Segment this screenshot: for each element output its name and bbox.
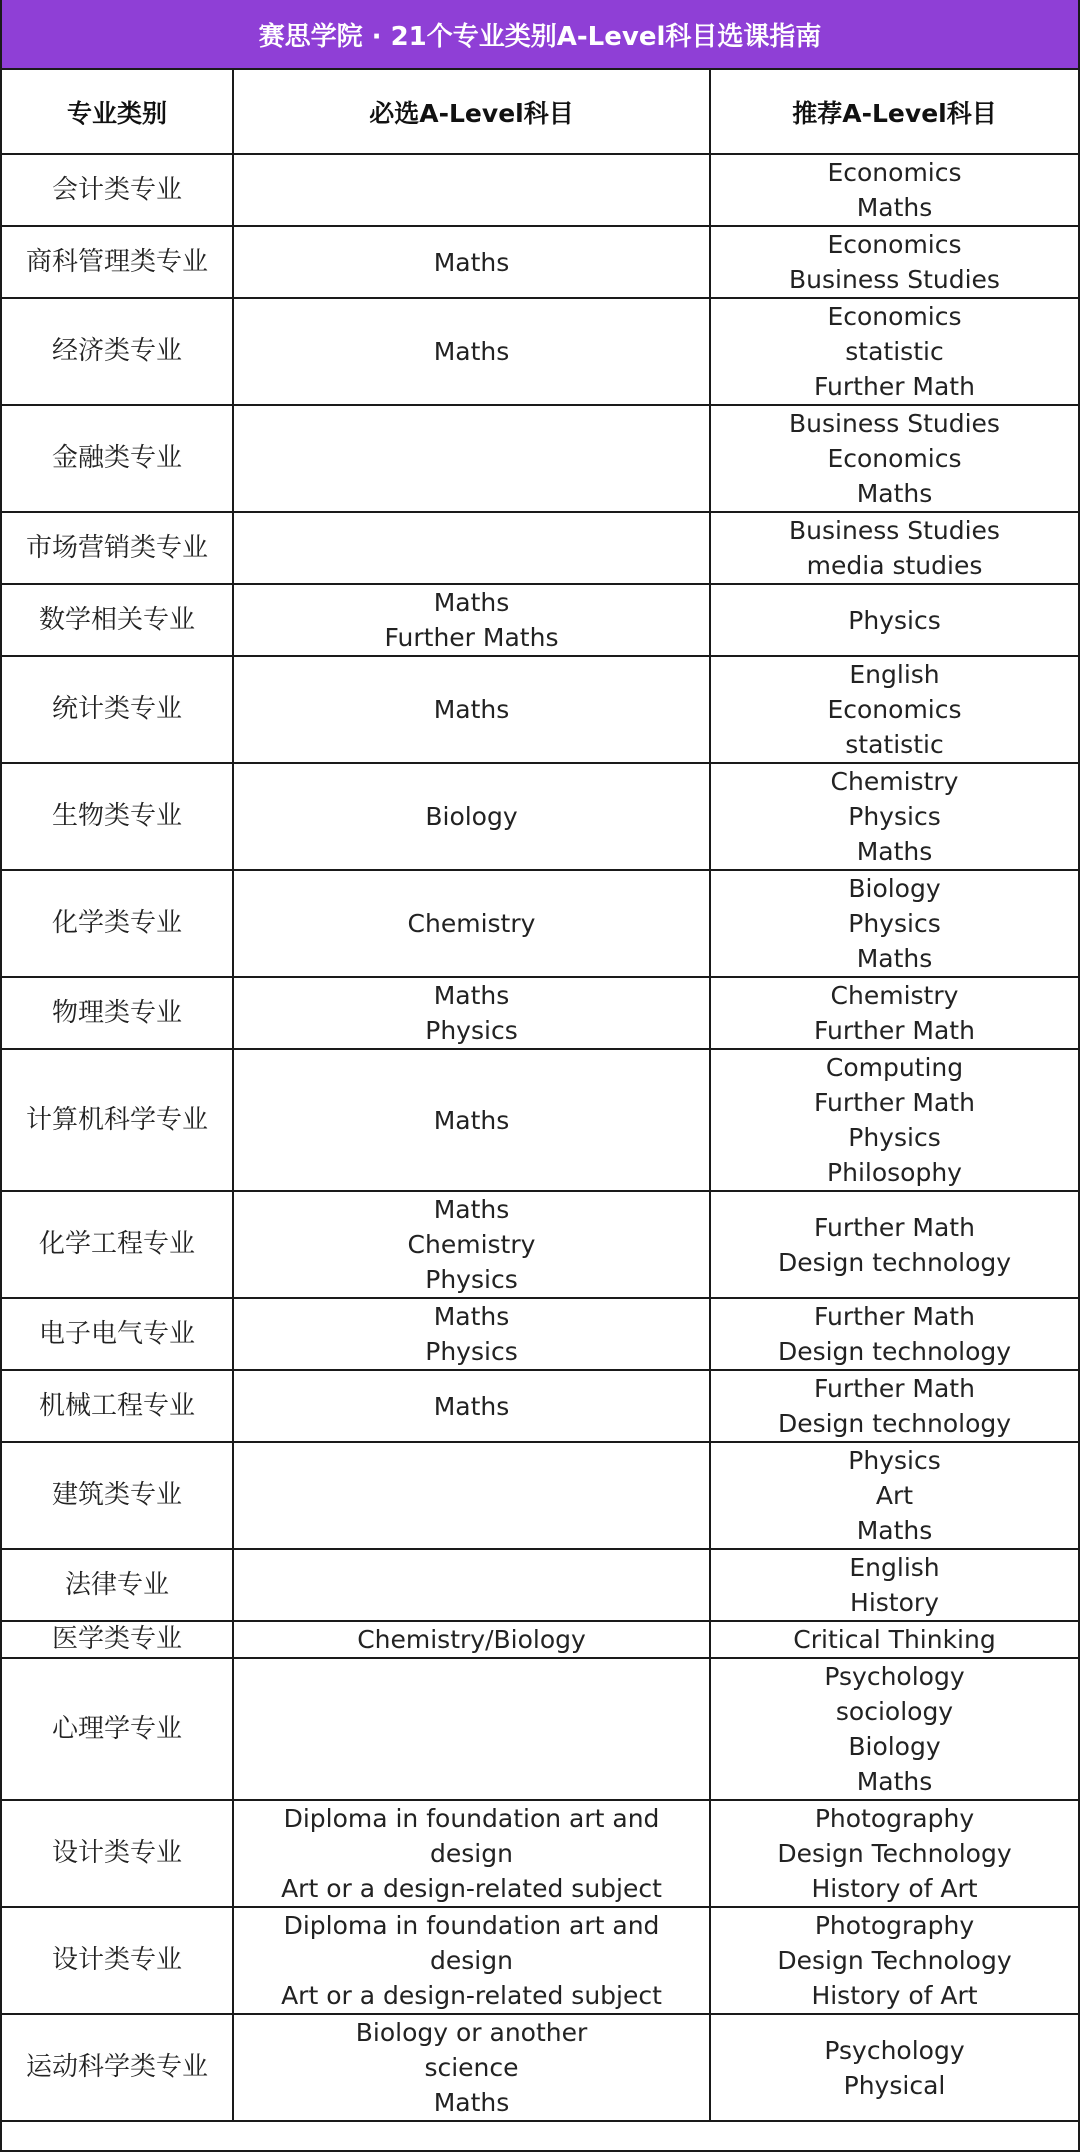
recommended-subject: media studies	[806, 551, 983, 580]
recommended-subject: statistic	[845, 730, 944, 759]
table-row	[2, 226, 1078, 298]
table-row	[2, 1621, 1078, 1658]
required-cell	[233, 1298, 710, 1370]
recommended-cell	[710, 656, 1078, 763]
required-subject: Maths	[433, 247, 510, 277]
recommended-cell	[710, 1049, 1078, 1191]
required-cell	[233, 870, 710, 977]
required-cell	[233, 1549, 710, 1621]
recommended-subject: Business Studies	[789, 409, 1000, 438]
recommended-subject: Physics	[848, 605, 941, 635]
recommended-subject: Maths	[856, 944, 933, 973]
recommended-subject: Design Technology	[777, 1839, 1012, 1868]
recommended-subject: Chemistry	[830, 981, 959, 1010]
major-cell: 运动科学类专业	[2, 2014, 233, 2121]
header-row	[2, 70, 1078, 154]
major-cell: 统计类专业	[2, 656, 233, 763]
required-cell	[233, 1191, 710, 1298]
recommended-subject: Economics	[827, 302, 962, 331]
recommended-subject: English	[849, 1553, 940, 1582]
recommended-subject: Photography	[814, 1911, 975, 1940]
recommended-subject: Further Math	[814, 1088, 975, 1117]
recommended-subject: Art	[875, 1481, 914, 1510]
required-subject: Physics	[425, 1016, 518, 1045]
recommended-cell	[710, 977, 1078, 1049]
required-subject: Art or a design-related subject	[281, 1981, 662, 2010]
major-cell: 医学类专业	[2, 1621, 233, 1658]
required-subject: Art or a design-related subject	[281, 1874, 662, 1903]
required-subject: Diploma in foundation art and design	[283, 1911, 660, 1975]
major-cell: 物理类专业	[2, 977, 233, 1049]
recommended-subject: Further Math	[814, 1212, 975, 1242]
major-cell: 化学工程专业	[2, 1191, 233, 1298]
table-row	[2, 1549, 1078, 1621]
required-subject: Maths	[433, 1105, 510, 1135]
table-row	[2, 977, 1078, 1049]
required-subject: Maths	[433, 1302, 510, 1331]
table-row	[2, 1191, 1078, 1298]
required-subject: Physics	[425, 1337, 518, 1366]
required-cell	[233, 1370, 710, 1442]
table-row	[2, 1907, 1078, 2014]
required-cell	[233, 763, 710, 870]
major-cell: 化学类专业	[2, 870, 233, 977]
recommended-subject: Physical	[843, 2070, 946, 2100]
major-cell: 商科管理类专业	[2, 226, 233, 298]
recommended-cell	[710, 763, 1078, 870]
recommended-subject: History of Art	[811, 1874, 978, 1903]
recommended-subject: Design technology	[777, 1337, 1012, 1366]
recommended-subject: Economics	[827, 158, 962, 187]
header-major: 专业类别	[2, 70, 233, 154]
major-cell: 建筑类专业	[2, 1442, 233, 1549]
recommended-subject: Maths	[856, 479, 933, 508]
required-cell	[233, 1658, 710, 1800]
header-required: 必选A-Level科目	[233, 70, 710, 154]
recommended-cell	[710, 1907, 1078, 2014]
recommended-subject: Biology	[848, 1732, 941, 1761]
table-row	[2, 405, 1078, 512]
recommended-subject: Chemistry	[830, 767, 959, 796]
table-row	[2, 298, 1078, 405]
major-cell: 机械工程专业	[2, 1370, 233, 1442]
required-cell	[233, 1621, 710, 1658]
recommended-cell	[710, 870, 1078, 977]
required-subject: science	[424, 2053, 519, 2082]
major-cell: 经济类专业	[2, 298, 233, 405]
table-row	[2, 656, 1078, 763]
required-cell	[233, 656, 710, 763]
table-row	[2, 1370, 1078, 1442]
required-subject: Biology or another	[355, 2018, 588, 2047]
major-cell: 金融类专业	[2, 405, 233, 512]
required-subject: Biology	[425, 802, 518, 831]
recommended-subject: Further Math	[814, 1374, 975, 1403]
required-subject: Maths	[433, 695, 510, 724]
required-subject: Further Maths	[384, 623, 559, 652]
recommended-cell	[710, 154, 1078, 226]
table-row	[2, 584, 1078, 656]
recommended-subject: Maths	[856, 1516, 933, 1545]
recommended-cell	[710, 584, 1078, 656]
table-row	[2, 512, 1078, 584]
recommended-subject: Physics	[848, 802, 941, 831]
required-subject: Maths	[433, 2088, 510, 2117]
required-cell	[233, 1049, 710, 1191]
table-row	[2, 1298, 1078, 1370]
required-cell	[233, 298, 710, 405]
table-row	[2, 154, 1078, 226]
recommended-subject: Economics	[827, 444, 962, 473]
table-body	[2, 154, 1078, 2121]
table-row	[2, 870, 1078, 977]
required-subject: Maths	[433, 588, 510, 617]
major-cell: 生物类专业	[2, 763, 233, 870]
major-cell: 心理学专业	[2, 1658, 233, 1800]
table-row	[2, 2014, 1078, 2121]
required-cell	[233, 405, 710, 512]
recommended-subject: Maths	[856, 1767, 933, 1796]
recommended-cell	[710, 298, 1078, 405]
recommended-cell	[710, 1621, 1078, 1658]
recommended-subject: Design technology	[777, 1409, 1012, 1438]
required-cell	[233, 2014, 710, 2121]
recommended-cell	[710, 1549, 1078, 1621]
recommended-subject: Maths	[856, 193, 933, 222]
required-subject: Physics	[425, 1265, 518, 1294]
recommended-cell	[710, 1370, 1078, 1442]
recommended-subject: Critical Thinking	[793, 1625, 996, 1654]
recommended-subject: Psychology	[824, 1662, 965, 1691]
subject-guide-table	[2, 70, 1078, 2122]
recommended-subject: sociology	[835, 1697, 954, 1726]
recommended-subject: Economics	[827, 695, 962, 724]
required-cell	[233, 584, 710, 656]
required-cell	[233, 226, 710, 298]
required-subject: Maths	[433, 1195, 510, 1224]
major-cell: 设计类专业	[2, 1800, 233, 1907]
recommended-subject: Computing	[825, 1053, 964, 1082]
recommended-subject: Design Technology	[777, 1946, 1012, 1975]
recommended-subject: English	[849, 660, 940, 689]
recommended-subject: Physics	[848, 1446, 941, 1475]
major-cell: 设计类专业	[2, 1907, 233, 2014]
recommended-subject: History	[850, 1588, 939, 1617]
recommended-cell	[710, 405, 1078, 512]
recommended-cell	[710, 1191, 1078, 1298]
required-cell	[233, 154, 710, 226]
recommended-subject: Maths	[856, 837, 933, 866]
recommended-cell	[710, 1442, 1078, 1549]
header-recommended: 推荐A-Level科目	[710, 70, 1078, 154]
recommended-cell	[710, 1298, 1078, 1370]
required-cell	[233, 1907, 710, 2014]
table-row	[2, 763, 1078, 870]
required-subject: Maths	[433, 337, 510, 366]
recommended-subject: Further Math	[814, 1302, 975, 1331]
recommended-cell	[710, 512, 1078, 584]
required-subject: Chemistry	[407, 909, 536, 938]
recommended-cell	[710, 2014, 1078, 2121]
recommended-subject: History of Art	[811, 1981, 978, 2010]
recommended-cell	[710, 1658, 1078, 1800]
major-cell: 数学相关专业	[2, 584, 233, 656]
major-cell: 会计类专业	[2, 154, 233, 226]
required-cell	[233, 977, 710, 1049]
recommended-subject: Business Studies	[789, 265, 1000, 294]
table-row	[2, 1049, 1078, 1191]
required-subject: Diploma in foundation art and design	[283, 1804, 660, 1868]
recommended-subject: Psychology	[824, 2035, 965, 2065]
recommended-subject: Photography	[814, 1804, 975, 1833]
major-cell: 法律专业	[2, 1549, 233, 1621]
table-row	[2, 1658, 1078, 1800]
major-cell: 市场营销类专业	[2, 512, 233, 584]
recommended-subject: Design technology	[777, 1247, 1012, 1277]
recommended-subject: Further Math	[814, 1016, 975, 1045]
recommended-subject: Physics	[848, 1123, 941, 1152]
recommended-subject: Biology	[848, 874, 941, 903]
recommended-subject: Business Studies	[789, 516, 1000, 545]
required-cell	[233, 1442, 710, 1549]
recommended-cell	[710, 226, 1078, 298]
required-subject: Chemistry/Biology	[357, 1625, 586, 1654]
recommended-subject: Physics	[848, 909, 941, 938]
document-title: 赛思学院 · 21个专业类别A-Level科目选课指南	[2, 0, 1078, 70]
required-cell	[233, 512, 710, 584]
required-cell	[233, 1800, 710, 1907]
recommended-subject: Further Math	[814, 372, 975, 401]
table-row	[2, 1442, 1078, 1549]
major-cell: 电子电气专业	[2, 1298, 233, 1370]
recommended-subject: Economics	[827, 230, 962, 259]
required-subject: Chemistry	[407, 1230, 536, 1259]
table-row	[2, 1800, 1078, 1907]
required-subject: Maths	[433, 1391, 510, 1421]
recommended-cell	[710, 1800, 1078, 1907]
major-cell: 计算机科学专业	[2, 1049, 233, 1191]
required-subject: Maths	[433, 981, 510, 1010]
recommended-subject: statistic	[845, 337, 944, 366]
recommended-subject: Philosophy	[827, 1158, 962, 1187]
